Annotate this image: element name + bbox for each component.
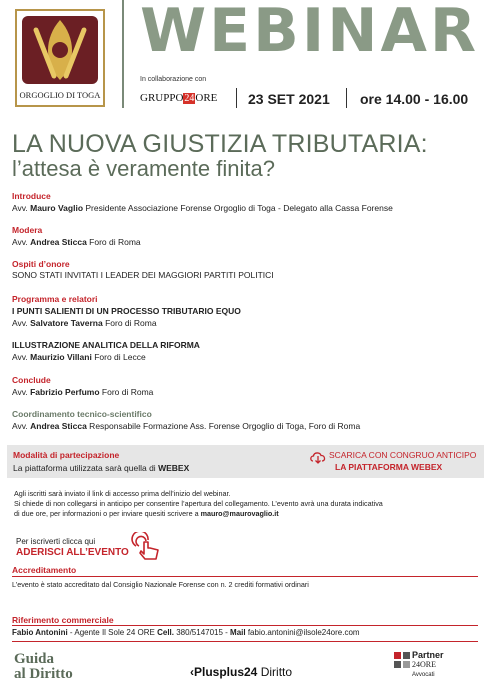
main-subtitle: l’attesa è veramente finita? <box>12 156 275 181</box>
speaker-2: Avv. Maurizio Villani Foro di Lecce <box>12 352 146 362</box>
topic-1: I PUNTI SALIENTI DI UN PROCESSO TRIBUTARIO EQUO <box>12 306 241 316</box>
download-cloud-icon <box>309 450 327 464</box>
header-separator <box>236 88 237 108</box>
speaker-1: Avv. Salvatore Taverna Foro di Roma <box>12 318 157 328</box>
footer-rule <box>12 641 478 642</box>
conclude-text: Avv. Fabrizio Perfumo Foro di Roma <box>12 387 154 397</box>
modera-text: Avv. Andrea Sticca Foro di Roma <box>12 237 141 247</box>
participation-box <box>7 445 484 478</box>
riferimento-text: Fabio Antonini - Agente Il Sole 24 ORE Cell. 380/5147015 - Mail fabio.antonini@ilsole24ore.com <box>12 628 360 637</box>
coordinamento-text: Avv. Andrea Sticca Responsabile Formazione Ass. Forense Orgoglio di Toga, Foro di Roma <box>12 421 361 431</box>
accreditamento-text: L’evento è stato accreditato dal Consiglio Nazionale Forense con n. 2 crediti formativi ordinari <box>12 580 309 589</box>
gruppo24ore-logo: GRUPPO24ORE <box>140 92 218 104</box>
info-line-1: Agli iscritti sarà inviato il link di accesso prima dell’inizio del webinar. <box>14 489 231 498</box>
webinar-title: WEBINAR <box>140 0 480 66</box>
download-webex-link-2[interactable]: LA PIATTAFORMA WEBEX <box>335 462 443 472</box>
programma-label: Programma e relatori <box>12 294 98 304</box>
main-title: LA NUOVA GIUSTIZIA TRIBUTARIA: <box>12 130 428 158</box>
info-line-2: Si chiede di non collegarsi in anticipo per consentire l’apertura del collegamento. L’evento avrà una durata indicativa <box>14 499 383 508</box>
accreditamento-label: Accreditamento <box>12 565 77 575</box>
plusplus-mark-icon: ‹ <box>190 665 194 679</box>
ospiti-label: Ospiti d’onore <box>12 259 70 269</box>
riferimento-label: Riferimento commerciale <box>12 615 114 625</box>
download-webex-link[interactable]: SCARICA CON CONGRUO ANTICIPO <box>329 450 477 460</box>
guida-al-diritto-logo: Guida al Diritto <box>14 651 73 682</box>
event-time: ore 14.00 - 16.00 <box>360 91 469 107</box>
header-separator <box>346 88 347 108</box>
header-divider <box>122 0 124 108</box>
plusplus24-logo: ‹Plusplus24 Diritto <box>190 665 293 679</box>
info-line-3: di due ore, per informazioni o per inviare quesiti scrivere a mauro@maurovaglio.it <box>14 509 279 518</box>
coordinamento-label: Coordinamento tecnico-scientifico <box>12 409 152 419</box>
accreditamento-rule <box>12 576 478 577</box>
collaboration-label: In collaborazione con <box>140 76 207 83</box>
participation-label: Modalità di partecipazione <box>13 450 120 460</box>
modera-label: Modera <box>12 225 43 235</box>
click-hand-icon[interactable] <box>130 532 164 560</box>
signup-prompt: Per iscriverti clicca qui <box>16 537 96 546</box>
riferimento-rule <box>12 625 478 626</box>
participation-text: La piattaforma utilizzata sarà quella di WEBEX <box>13 463 190 473</box>
logo-caption: ORGOGLIO DI TOGA <box>19 90 101 100</box>
partner24ore-mark-icon <box>394 652 410 668</box>
ospiti-text: SONO STATI INVITATI I LEADER DEI MAGGIORI PARTITI POLITICI <box>12 270 274 280</box>
event-date: 23 SET 2021 <box>248 91 330 107</box>
introduce-label: Introduce <box>12 191 51 201</box>
conclude-label: Conclude <box>12 375 51 385</box>
partner24ore-logo: Partner 24ORE Avvocati <box>412 650 444 678</box>
topic-2: ILLUSTRAZIONE ANALITICA DELLA RIFORMA <box>12 340 200 350</box>
introduce-text: Avv. Mauro Vaglio Presidente Associazione Forense Orgoglio di Toga - Delegato alla Cassa Forense <box>12 203 393 213</box>
signup-link[interactable]: ADERISCI ALL’EVENTO <box>16 547 129 558</box>
